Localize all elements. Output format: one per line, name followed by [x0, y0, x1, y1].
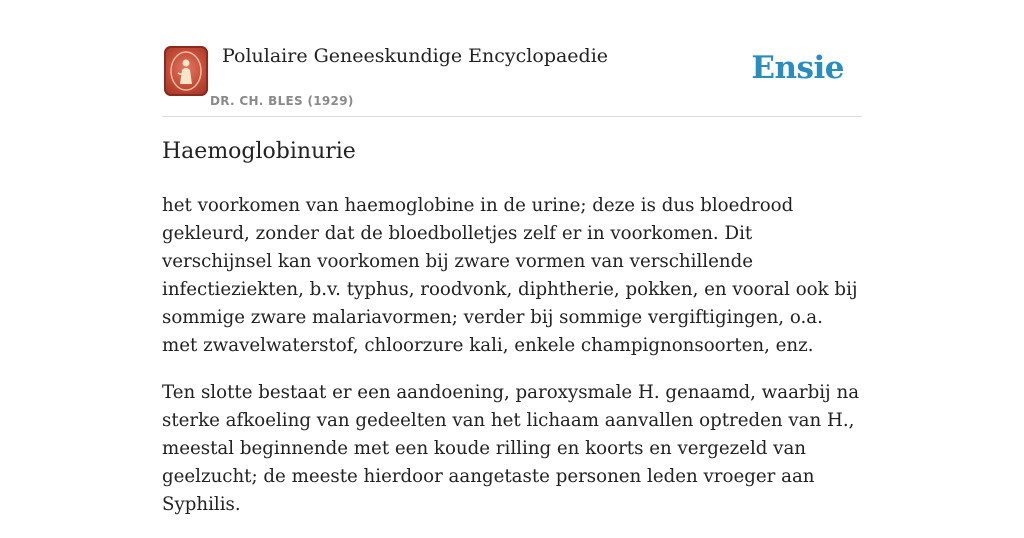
book-cover-icon[interactable]	[164, 46, 208, 96]
article-title: Haemoglobinurie	[162, 139, 356, 164]
book-header	[162, 40, 862, 117]
article-paragraph: Ten slotte bestaat er een aandoening, paroxysmale H. genaamd, waarbij na sterke afkoeling van gedeelten van het lichaam aanvallen optreden van H., meestal beginnende met een koude rilling en koorts en vergezeld van geelzucht; de meeste hierdoor aangetaste personen leden vroeger aan Syphilis.	[162, 382, 860, 515]
book-author: DR. CH. BLES (1929)	[210, 94, 354, 108]
article-paragraph: het voorkomen van haemoglobine in de urine; deze is dus bloedrood gekleurd, zonder dat de bloedbolletjes zelf er in voorkomen. Dit verschijnsel kan voorkomen bij zware vormen van verschillende infectieziekten, b.v. typhus, roodvonk, diphtherie, pokken, en vooral ook bij sommige zware malariavormen; verder bij sommige vergiftigingen, o.a. met zwavelwaterstof, chloorzure kali, enkele champignonsoorten, enz.	[162, 195, 858, 356]
brand-logo[interactable]: Ensie	[751, 50, 844, 86]
book-title[interactable]: Polulaire Geneeskundige Encyclopaedie	[222, 45, 609, 67]
article-body	[162, 192, 862, 538]
